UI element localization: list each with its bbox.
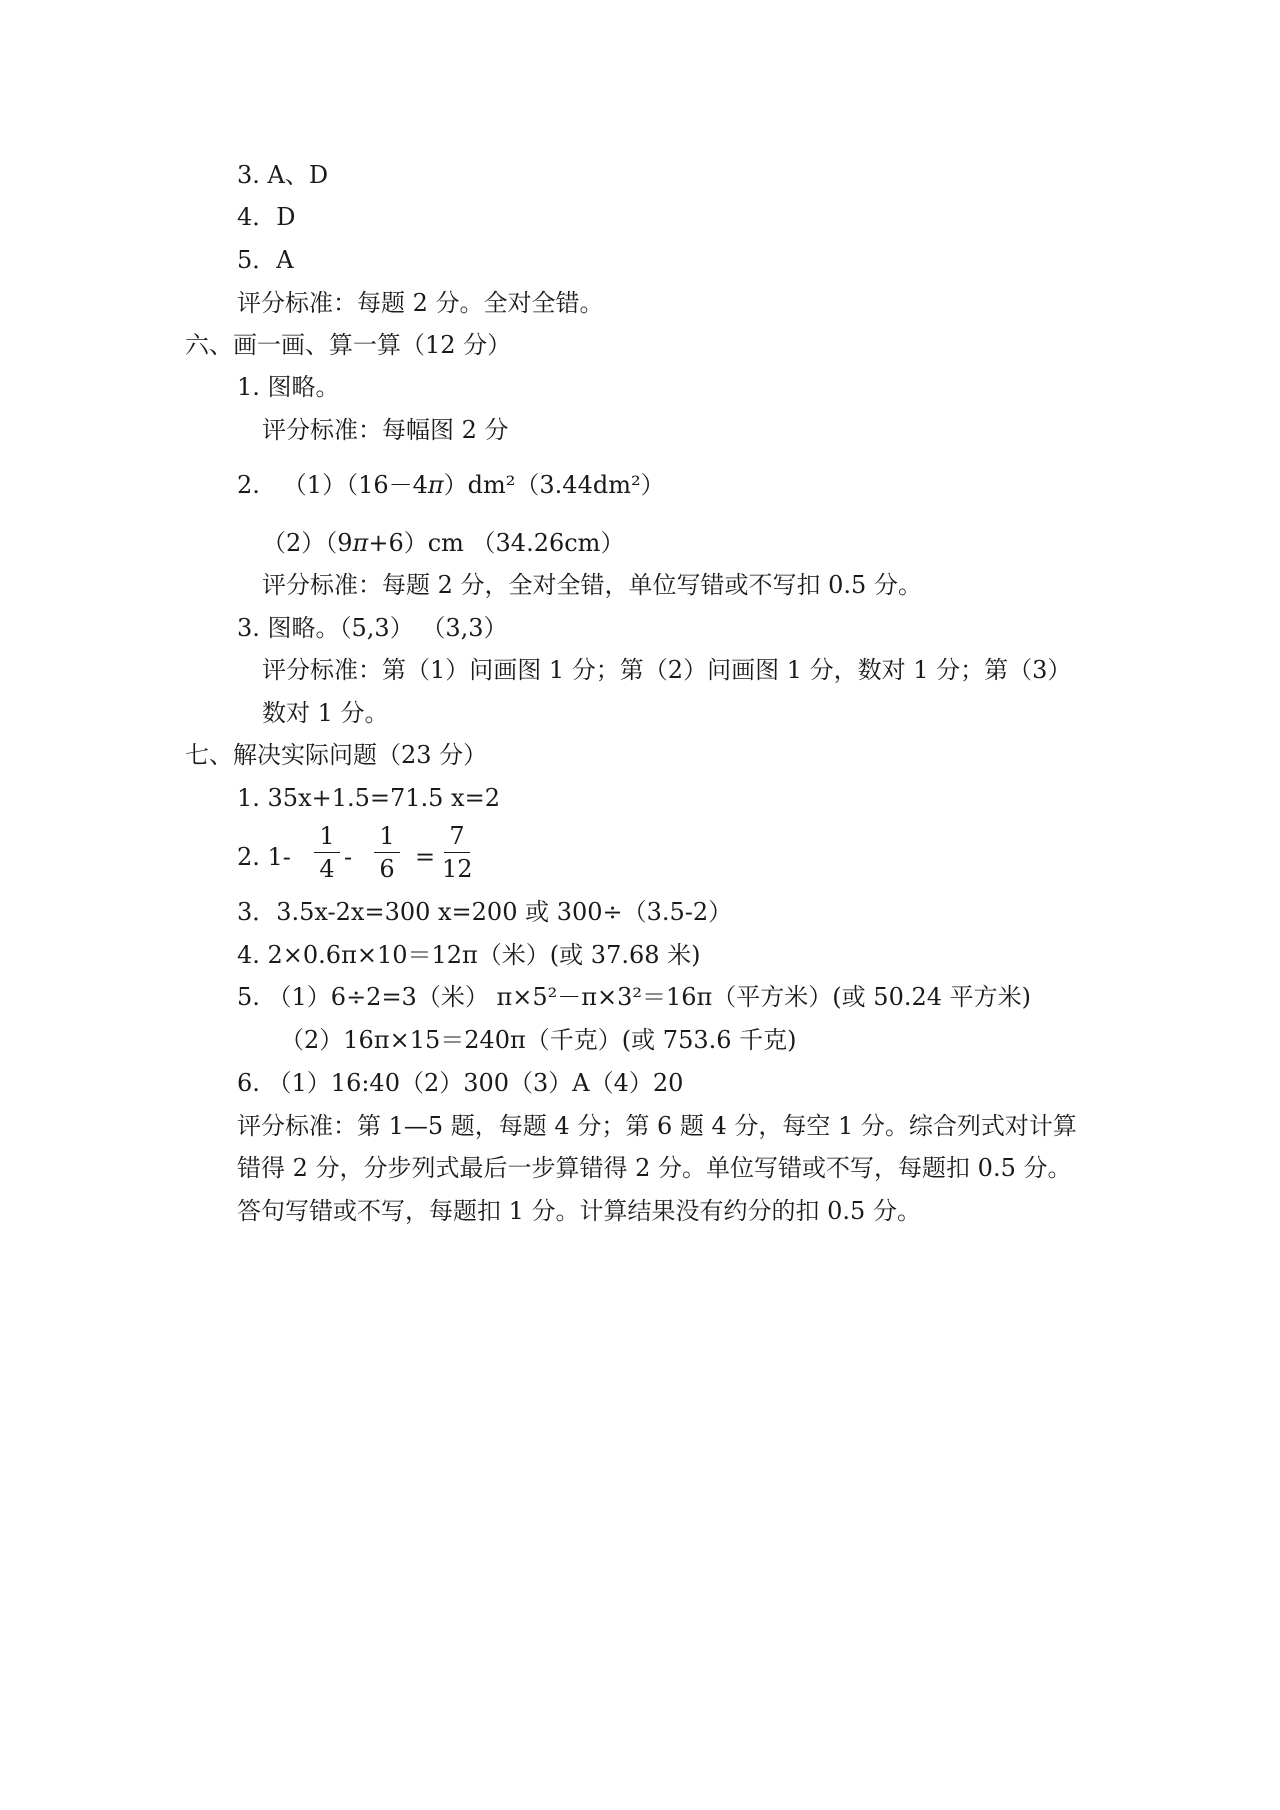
answer-item-5: 5．A [237,246,294,274]
scoring-criteria-7-cont-2: 答句写错或不写，每题扣 1 分。计算结果没有约分的扣 0.5 分。 [237,1197,921,1225]
answer-item-6-1: 1. 图略。 [237,373,340,401]
scoring-criteria-6-1: 评分标准：每幅图 2 分 [262,416,509,444]
answer-item-4: 4．D [237,203,296,231]
fraction-seven-twelfths [442,822,472,883]
scoring-criteria-7-cont: 错得 2 分，分步列式最后一步算错得 2 分。单位写错或不写，每题扣 0.5 分。 [237,1154,1072,1182]
answer-item-3: 3. A、D [237,161,329,189]
answer-item-6-2-1 [237,470,665,500]
numerator: 1 [379,822,395,850]
pi-symbol: π [427,471,444,499]
minus-sign: - [344,843,353,871]
pi-symbol: π [352,529,369,557]
fraction-bar [314,852,340,853]
numerator: 1 [319,822,335,850]
denominator: 12 [442,855,473,883]
answer-item-7-1: 1. 35x+1.5=71.5 x=2 [237,784,500,812]
section-heading-7: 七、解决实际问题（23 分） [185,741,488,769]
fraction-bar [374,852,400,853]
answer-item-6-2-2 [262,528,624,558]
answer-item-7-4: 4. 2×0.6π×10＝12π（米）(或 37.68 米) [237,941,701,969]
scoring-criteria-6-2: 评分标准：每题 2 分，全对全错，单位写错或不写扣 0.5 分。 [262,571,922,599]
section-heading-6: 六、画一画、算一算（12 分） [185,331,512,359]
expression-part: +6）cm （34.26cm） [368,529,625,557]
fraction-one-sixth [372,822,402,883]
expression-part: （2）（9 [262,529,353,557]
scoring-criteria-7: 评分标准：第 1—5 题，每题 4 分；第 6 题 4 分，每空 1 分。综合列式对计算 [237,1112,1077,1140]
equals-sign: = [415,843,436,871]
expression-part: ）dm²（3.44dm²） [443,471,665,499]
expression-part: （1）（16－4 [282,471,428,499]
denominator: 4 [319,855,335,883]
question-number: 2. [237,471,260,499]
answer-item-7-3: 3．3.5x-2x=300 x=200 或 300÷（3.5-2） [237,898,733,926]
scoring-criteria-6-3: 评分标准：第（1）问画图 1 分；第（2）问画图 1 分，数对 1 分；第（3） [262,656,1072,684]
answer-item-7-5-1: 5. （1）6÷2=3（米） π×5²－π×3²＝16π（平方米）(或 50.24 平方米) [237,983,1032,1011]
fraction-bar [444,852,470,853]
answer-item-7-2-prefix: 2. 1- [237,843,291,871]
scoring-criteria: 评分标准：每题 2 分。全对全错。 [237,289,604,317]
fraction-one-quarter [312,822,342,883]
denominator: 6 [379,855,395,883]
answer-item-6-3: 3. 图略。（5,3） （3,3） [237,614,508,642]
answer-item-7-5-2: （2）16π×15＝240π（千克）(或 753.6 千克) [280,1026,797,1054]
answer-item-7-6: 6. （1）16:40（2）300（3）A（4）20 [237,1069,684,1097]
scoring-criteria-6-3-cont: 数对 1 分。 [262,699,389,727]
numerator: 7 [449,822,465,850]
